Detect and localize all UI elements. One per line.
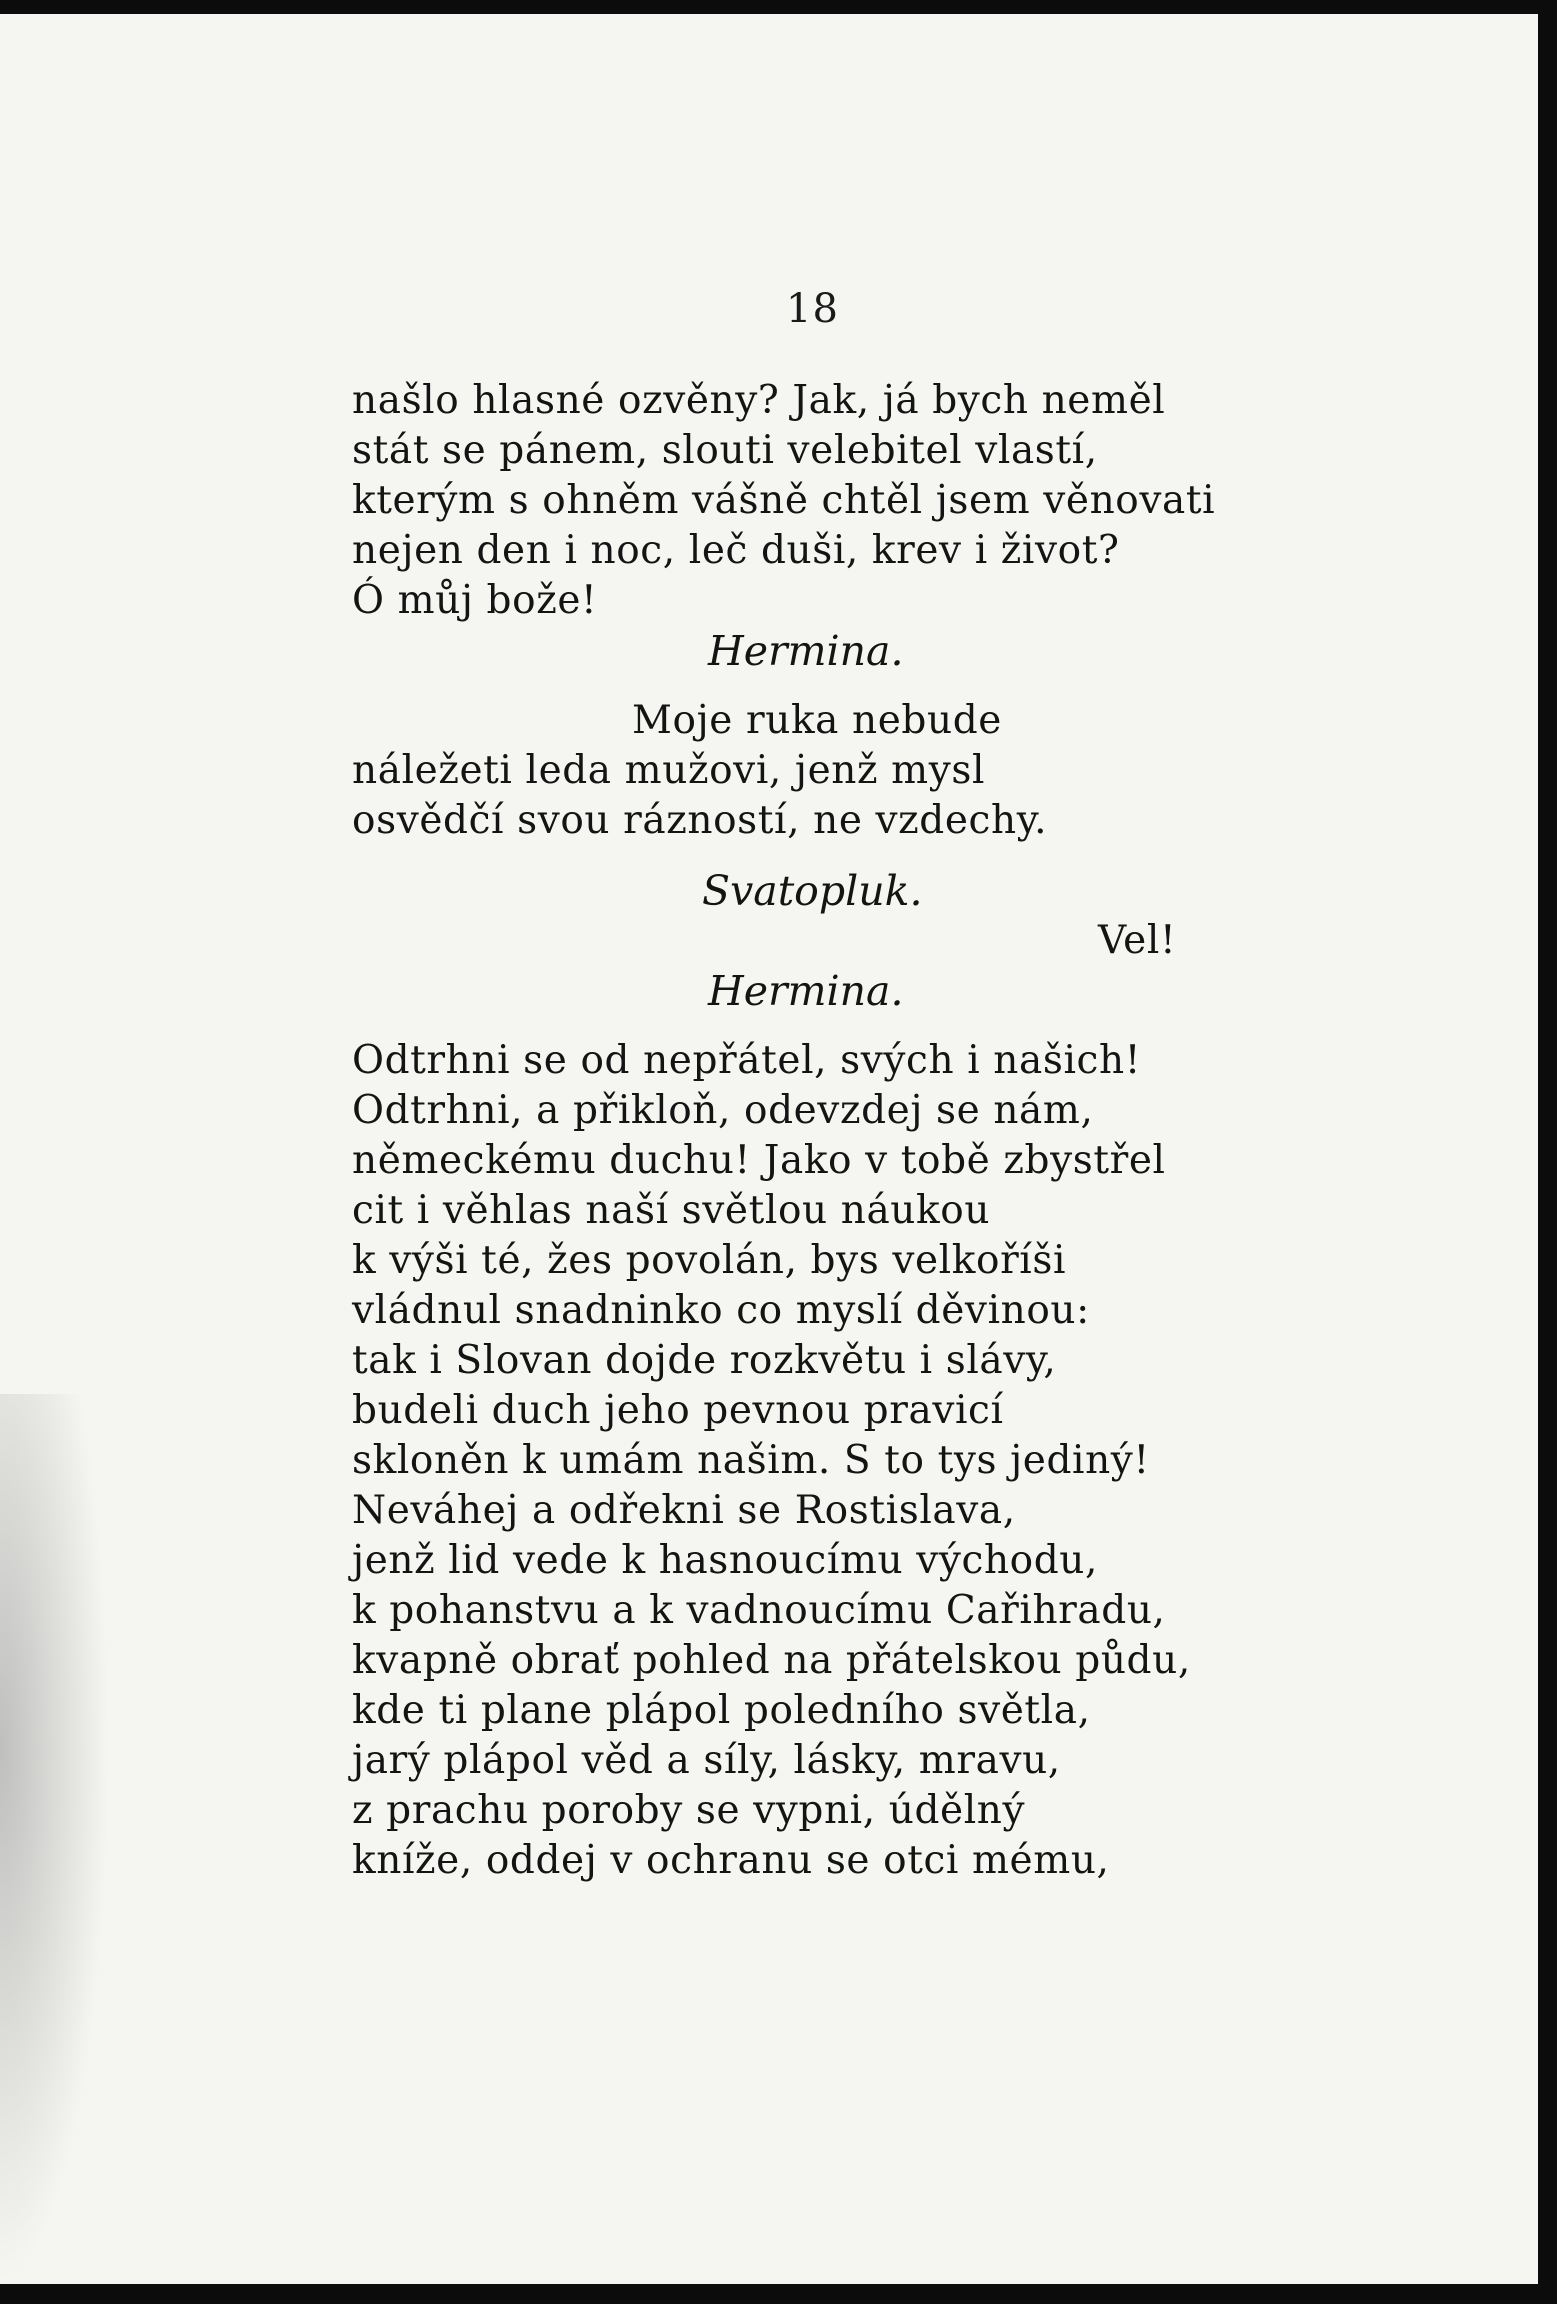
text-line: kterým s ohněm vášně chtěl jsem věnovati xyxy=(352,478,1216,523)
text-line: Odtrhni, a přikloň, odevzdej se nám, xyxy=(352,1088,1094,1133)
text-line: k pohanstvu a k vadnoucímu Cařihradu, xyxy=(352,1588,1166,1633)
text-line: k výši té, žes povolán, bys velkoříši xyxy=(352,1238,1067,1283)
text-line: cit i věhlas naší světlou náukou xyxy=(352,1188,991,1233)
text-line: Odtrhni se od nepřátel, svých i našich! xyxy=(352,1038,1141,1083)
speaker-name: Hermina. xyxy=(708,627,904,675)
book-page xyxy=(0,14,1538,2284)
text-line: náležeti leda mužovi, jenž mysl xyxy=(352,748,986,793)
text-line: osvědčí svou rázností, ne vzdechy. xyxy=(352,798,1048,843)
text-line: našlo hlasné ozvěny? Jak, já bych neměl xyxy=(352,378,1166,423)
text-line: stát se pánem, slouti velebitel vlastí, xyxy=(352,428,1098,473)
text-line: kde ti plane plápol poledního světla, xyxy=(352,1688,1091,1733)
text-line: německému duchu! Jako v tobě zbystřel xyxy=(352,1138,1166,1183)
text-line: z prachu poroby se vypni, údělný xyxy=(352,1788,1026,1833)
page-number: 18 xyxy=(786,286,839,332)
text-line: Ó můj bože! xyxy=(352,578,598,623)
text-line: kvapně obrať pohled na přátelskou půdu, xyxy=(352,1638,1191,1683)
text-line: jenž lid vede k hasnoucímu východu, xyxy=(352,1538,1099,1583)
text-line: nejen den i noc, leč duši, krev i život? xyxy=(352,528,1120,573)
text-line: Neváhej a odřekni se Rostislava, xyxy=(352,1488,1016,1533)
text-line: budeli duch jeho pevnou pravicí xyxy=(352,1388,1004,1433)
text-line: vládnul snadninko co myslí děvinou: xyxy=(352,1288,1090,1333)
text-line: skloněn k umám našim. S to tys jediný! xyxy=(352,1438,1150,1483)
speaker-name: Svatopluk. xyxy=(702,867,923,915)
page-edge-smudge xyxy=(0,1394,110,2284)
text-line: Moje ruka nebude xyxy=(632,698,1002,743)
text-line: tak i Slovan dojde rozkvětu i slávy, xyxy=(352,1338,1057,1383)
reply-line: Vel! xyxy=(1098,918,1177,963)
speaker-name: Hermina. xyxy=(708,967,904,1015)
text-line: jarý plápol věd a síly, lásky, mravu, xyxy=(352,1738,1061,1783)
text-line: kníže, oddej v ochranu se otci mému, xyxy=(352,1838,1110,1883)
